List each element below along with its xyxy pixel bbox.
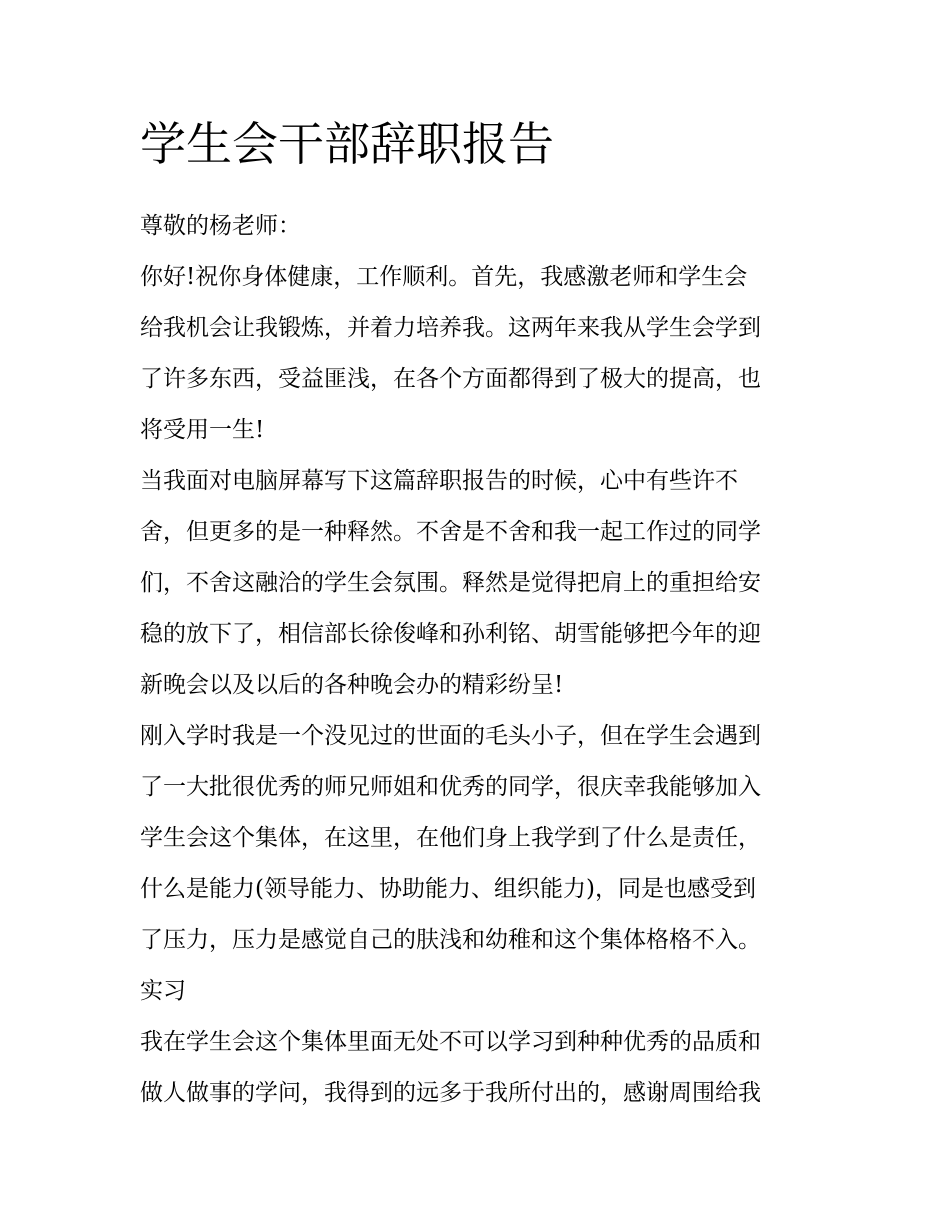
text-line: 了一大批很优秀的师兄师姐和优秀的同学，很庆幸我能够加入 — [140, 774, 761, 800]
text-line: 学生会这个集体，在这里，在他们身上我学到了什么是责任， — [140, 825, 761, 851]
text-line: 们，不舍这融洽的学生会氛围。释然是觉得把肩上的重担给安 — [140, 570, 761, 596]
text-line: 我在学生会这个集体里面无处不可以学习到种种优秀的品质和 — [140, 1029, 761, 1055]
text-line: 将受用一生! — [140, 417, 265, 443]
text-line: 新晚会以及以后的各种晚会办的精彩纷呈! — [140, 672, 564, 698]
text-line: 了许多东西，受益匪浅，在各个方面都得到了极大的提高，也 — [140, 366, 761, 392]
text-line: 舍，但更多的是一种释然。不舍是不舍和我一起工作过的同学 — [140, 519, 761, 545]
text-line: 了压力，压力是感觉自己的肤浅和幼稚和这个集体格格不入。 — [140, 927, 761, 953]
text-line: 给我机会让我锻炼，并着力培养我。这两年来我从学生会学到 — [140, 315, 761, 341]
text-line: 当我面对电脑屏幕写下这篇辞职报告的时候，心中有些许不 — [140, 468, 738, 494]
text-line: 实习 — [140, 978, 186, 1004]
text-line: 你好!祝你身体健康，工作顺利。首先，我感激老师和学生会 — [140, 264, 748, 290]
document-title: 学生会干部辞职报告 — [140, 117, 554, 171]
text-line: 什么是能力(领导能力、协助能力、组织能力)，同是也感受到 — [140, 876, 756, 902]
text-line: 刚入学时我是一个没见过的世面的毛头小子，但在学生会遇到 — [140, 723, 761, 749]
text-line: 稳的放下了，相信部长徐俊峰和孙利铭、胡雪能够把今年的迎 — [140, 621, 761, 647]
document-body — [140, 201, 820, 1119]
salutation-line: 尊敬的杨老师： — [140, 213, 301, 239]
text-line: 做人做事的学问，我得到的远多于我所付出的，感谢周围给我 — [140, 1080, 761, 1106]
